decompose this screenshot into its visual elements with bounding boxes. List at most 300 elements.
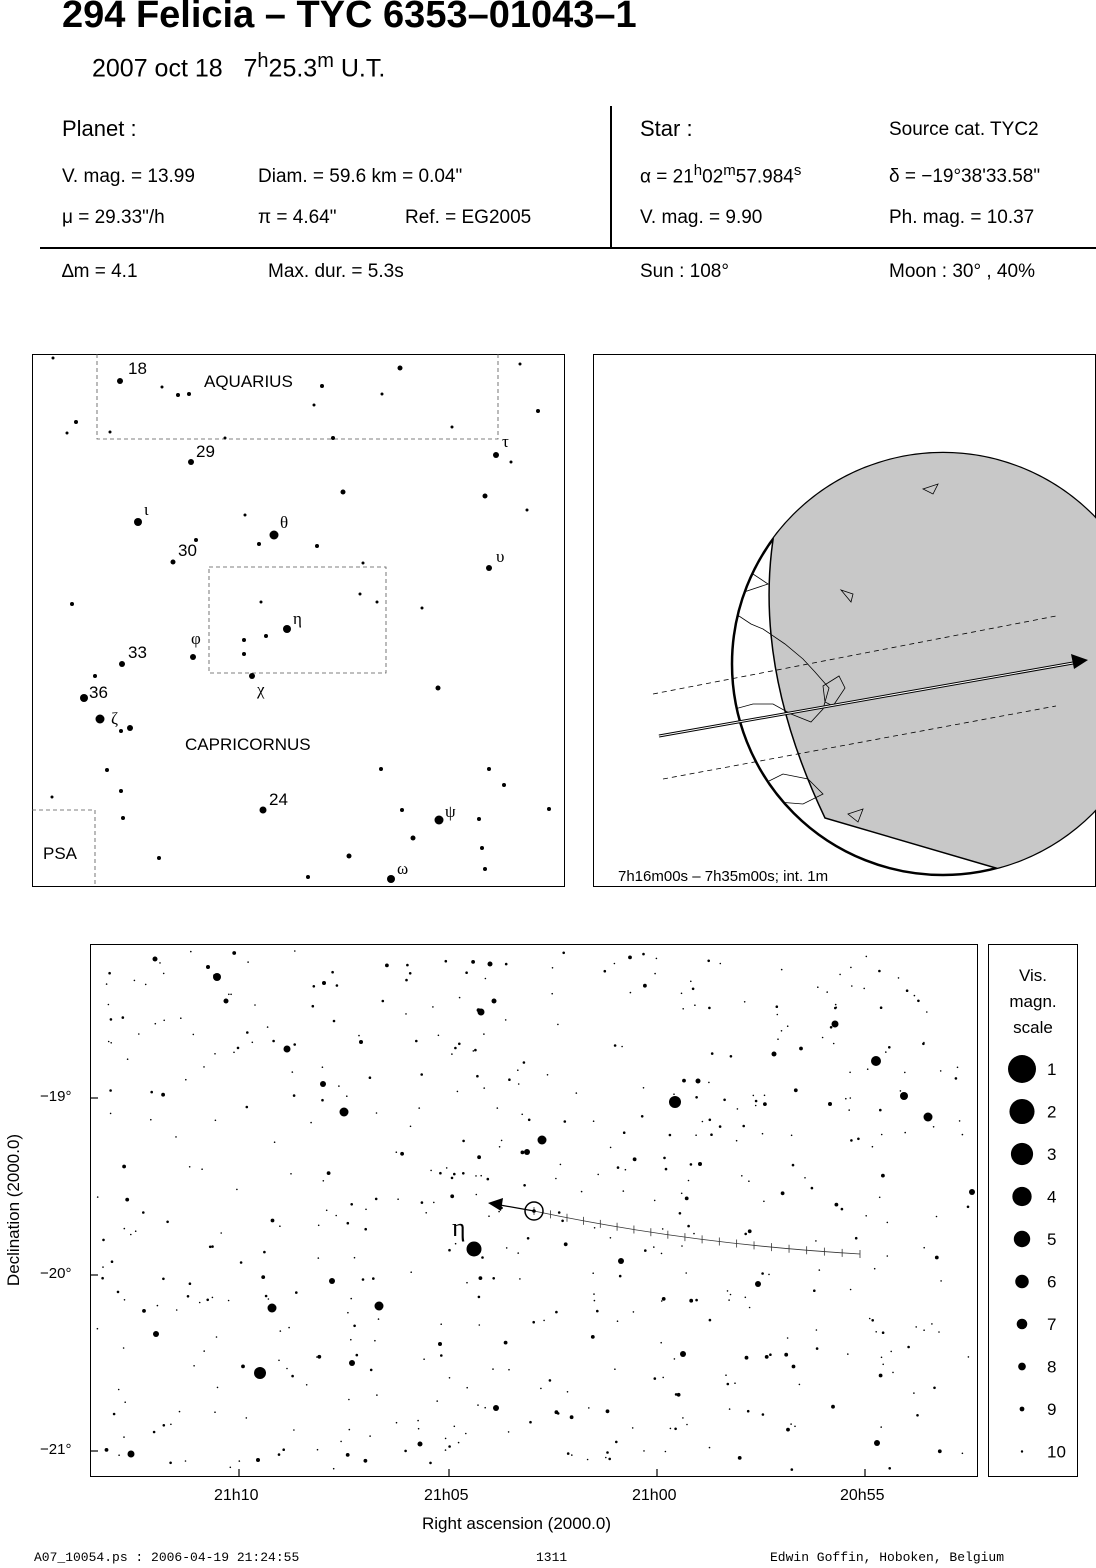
field-star: [851, 985, 853, 987]
star: [400, 808, 404, 812]
field-star: [162, 1424, 165, 1427]
field-star: [203, 1066, 205, 1068]
field-star: [162, 1277, 165, 1280]
field-star: [881, 1331, 884, 1334]
field-star: [967, 1356, 969, 1358]
field-star: [105, 983, 107, 985]
field-star: [156, 1304, 158, 1306]
field-star: [415, 1039, 418, 1042]
field-star: [282, 1448, 285, 1451]
field-star: [465, 1432, 467, 1434]
star: [283, 625, 291, 633]
field-star: [317, 1224, 319, 1226]
field-star: [294, 950, 296, 952]
field-star: [348, 1428, 350, 1430]
star: [190, 654, 196, 660]
field-star: [417, 1419, 419, 1421]
star: [923, 1112, 932, 1121]
field-star: [708, 1006, 711, 1009]
field-star: [678, 1212, 681, 1215]
label-chi: χ: [256, 679, 265, 699]
field-star: [913, 994, 915, 996]
event-minutes: 25.3: [268, 54, 318, 83]
field-star: [178, 1410, 180, 1412]
field-star: [643, 983, 647, 987]
ra-h-unit: h: [693, 162, 703, 179]
field-star: [791, 1364, 795, 1368]
label-upsilon: υ: [495, 546, 504, 566]
field-star: [397, 1198, 399, 1200]
star: [417, 1441, 422, 1446]
field-star: [886, 1221, 888, 1223]
field-star: [292, 1094, 295, 1097]
event-datetime: [92, 50, 385, 83]
field-star: [923, 1041, 925, 1043]
field-star: [744, 1232, 747, 1235]
label-tau: τ: [501, 431, 509, 451]
field-star: [454, 1242, 456, 1244]
label-psi: ψ: [444, 801, 456, 821]
field-star: [503, 1340, 507, 1344]
star: [361, 561, 364, 564]
field-star: [267, 1298, 269, 1300]
field-star: [198, 1301, 200, 1303]
star-vmag: V. mag. = 9.90: [640, 207, 763, 228]
planet-vmag: V. mag. = 13.99: [62, 166, 195, 187]
field-star: [880, 1426, 882, 1428]
star: [537, 1135, 546, 1144]
field-star: [958, 1120, 960, 1122]
field-star: [786, 1337, 788, 1339]
field-star: [690, 980, 692, 982]
detail-chart: [90, 944, 978, 1477]
field-star: [492, 1368, 494, 1370]
label-36: 36: [88, 682, 108, 702]
star: [320, 1081, 326, 1087]
field-star: [335, 1214, 337, 1216]
scale-label: 6: [1047, 1272, 1057, 1291]
star: [387, 875, 395, 883]
field-star: [660, 1252, 662, 1254]
field-star: [695, 1298, 698, 1301]
field-star: [478, 1324, 480, 1326]
star: [536, 409, 540, 413]
field-star: [433, 1201, 435, 1203]
field-star: [142, 1211, 145, 1214]
field-star: [628, 955, 632, 959]
field-star: [660, 1300, 662, 1302]
field-star: [251, 1041, 253, 1043]
field-star: [368, 1076, 371, 1079]
field-star: [375, 1112, 377, 1114]
field-star: [695, 1134, 697, 1136]
field-star: [326, 1171, 330, 1175]
field-star: [769, 1353, 772, 1356]
field-star: [184, 1460, 186, 1462]
star: [108, 430, 111, 433]
field-star: [286, 1367, 288, 1369]
field-star: [288, 1326, 290, 1328]
field-star: [642, 952, 645, 955]
field-star: [188, 1282, 191, 1285]
field-star: [270, 1218, 274, 1222]
field-star: [879, 1108, 882, 1111]
field-star: [124, 1401, 126, 1403]
star: [329, 1278, 335, 1284]
field-star: [508, 1078, 511, 1081]
star: [188, 459, 194, 465]
field-star: [476, 1008, 480, 1012]
delta-mag: ∆m = 4.1: [62, 261, 138, 282]
star-source: Source cat. TYC2: [889, 119, 1039, 140]
field-star: [498, 1146, 500, 1148]
field-star: [640, 1115, 643, 1118]
field-star: [701, 1120, 703, 1122]
field-star: [238, 1460, 240, 1462]
field-star: [340, 1440, 342, 1442]
star: [187, 392, 191, 396]
field-star: [817, 986, 819, 988]
field-star: [763, 1200, 765, 1202]
field-star: [96, 1327, 98, 1329]
field-star: [332, 1467, 334, 1469]
field-star: [708, 1081, 710, 1083]
field-star: [211, 1245, 214, 1248]
x-tick-21h00: 21h00: [632, 1487, 677, 1504]
field-star: [956, 1066, 958, 1068]
field-star: [621, 1045, 623, 1047]
planet-heading: Planet :: [62, 116, 137, 141]
field-star: [603, 969, 606, 972]
field-star: [338, 1085, 340, 1087]
field-star: [408, 972, 411, 975]
field-star: [264, 1294, 267, 1297]
finder-chart: [32, 354, 565, 887]
field-star: [622, 1131, 625, 1134]
field-star: [430, 1169, 432, 1171]
field-star: [159, 962, 161, 964]
star: [315, 544, 319, 548]
field-star: [761, 1272, 764, 1275]
field-star: [335, 984, 338, 987]
star: [871, 1056, 881, 1066]
globe-svg: [593, 354, 1096, 887]
field-star: [849, 1097, 851, 1099]
field-star: [110, 1042, 112, 1044]
field-star: [551, 992, 553, 994]
label-33: 33: [127, 642, 147, 662]
field-star: [849, 1288, 851, 1290]
star: [487, 961, 492, 966]
field-star: [232, 951, 236, 955]
star: [153, 1331, 159, 1337]
detail-chart-svg: [90, 944, 978, 1477]
field-star: [185, 1078, 187, 1080]
field-star: [868, 1317, 870, 1319]
field-star: [188, 1166, 190, 1168]
field-star: [926, 1011, 928, 1013]
field-star: [444, 1437, 446, 1439]
star: [502, 783, 506, 787]
field-star: [743, 1001, 745, 1003]
field-star: [786, 1025, 788, 1027]
star: [105, 768, 109, 772]
field-star: [879, 1006, 882, 1009]
field-star: [517, 1252, 519, 1254]
field-star: [708, 1318, 711, 1321]
field-star: [559, 1163, 561, 1165]
field-star: [484, 977, 486, 979]
finder-chart-svg: [32, 354, 565, 887]
field-star: [624, 1168, 626, 1170]
field-star: [201, 1168, 203, 1170]
footer-author: Edwin Goffin, Hoboken, Belgium: [770, 1550, 1005, 1565]
planet-ref: Ref. = EG2005: [405, 207, 532, 228]
x-axis-label: Right ascension (2000.0): [422, 1514, 612, 1533]
field-star: [451, 1053, 453, 1055]
field-star: [214, 1119, 216, 1121]
field-star: [440, 1323, 442, 1325]
field-star: [543, 1319, 545, 1321]
field-star: [133, 979, 135, 981]
field-star: [186, 1295, 189, 1298]
field-star: [332, 1019, 335, 1022]
field-star: [674, 1393, 677, 1396]
field-star: [939, 1070, 941, 1072]
field-star: [374, 1339, 376, 1341]
field-star: [557, 1211, 560, 1214]
field-star: [593, 1299, 595, 1301]
field-star: [631, 1427, 633, 1429]
star: [160, 385, 163, 388]
field-star: [142, 1309, 146, 1313]
field-star: [680, 1192, 682, 1194]
star: [256, 1458, 260, 1462]
field-star: [420, 1201, 423, 1204]
field-star: [529, 1420, 532, 1423]
scale-dot: [1015, 1274, 1029, 1288]
field-star: [664, 1167, 667, 1170]
field-star: [708, 1446, 710, 1448]
ra-hours: α = 21: [640, 166, 694, 188]
field-star: [682, 1008, 684, 1010]
field-star: [834, 1202, 838, 1206]
field-star: [228, 993, 230, 995]
field-star: [609, 1146, 611, 1148]
field-star: [660, 1341, 662, 1343]
field-star: [616, 1320, 618, 1322]
field-star: [192, 1033, 194, 1035]
field-star: [764, 1355, 768, 1359]
star: [486, 565, 492, 571]
field-star: [213, 974, 216, 977]
field-star: [448, 1248, 451, 1251]
field-star: [418, 1107, 420, 1109]
field-star: [682, 1417, 684, 1419]
field-star: [126, 1058, 128, 1060]
field-star: [347, 1311, 349, 1313]
field-star: [385, 963, 389, 967]
field-star: [488, 1215, 490, 1217]
star: [51, 356, 54, 359]
scale-dot: [1014, 1230, 1030, 1246]
star-phmag: Ph. mag. = 10.37: [889, 207, 1035, 228]
field-star: [190, 950, 192, 952]
star: [267, 1303, 276, 1312]
field-star: [437, 1034, 439, 1036]
star: [466, 1241, 481, 1256]
field-star: [586, 1458, 588, 1460]
field-star: [644, 1249, 647, 1252]
ra-seconds: 57.984: [735, 166, 794, 188]
field-star: [878, 1373, 882, 1377]
field-star: [763, 1094, 765, 1096]
star: [176, 393, 180, 397]
field-star: [481, 1256, 484, 1259]
field-star: [726, 1382, 729, 1385]
field-star: [629, 991, 631, 993]
star-heading: Star :: [640, 116, 693, 141]
star: [157, 856, 161, 860]
field-star: [444, 1449, 446, 1451]
field-star: [687, 1224, 690, 1227]
field-star: [527, 1118, 530, 1121]
field-star: [454, 1046, 457, 1049]
field-star: [293, 1043, 296, 1046]
star: [339, 1107, 348, 1116]
field-star: [102, 1266, 104, 1268]
field-star: [563, 1120, 566, 1123]
field-star: [850, 1139, 853, 1142]
field-star: [130, 1233, 132, 1235]
field-star: [622, 1190, 624, 1192]
field-star: [871, 1145, 873, 1147]
field-star: [312, 985, 315, 988]
field-star: [588, 1407, 590, 1409]
field-star: [369, 1368, 372, 1371]
planet-motion: μ = 29.33"/h: [62, 207, 165, 228]
y-tick-20: −20°: [40, 1265, 72, 1282]
scale-label: 3: [1047, 1144, 1057, 1164]
field-star: [236, 1188, 238, 1190]
field-star: [279, 1330, 281, 1332]
field-star: [363, 1458, 367, 1462]
field-star: [154, 1022, 156, 1024]
label-24: 24: [268, 789, 288, 809]
field-star: [605, 1456, 607, 1458]
field-star: [899, 1090, 901, 1092]
field-star: [693, 1232, 695, 1234]
field-star: [737, 1456, 741, 1460]
field-star: [865, 1215, 867, 1217]
scale-dot: [1021, 1450, 1023, 1452]
field-star: [661, 1228, 663, 1230]
scale-label: 9: [1047, 1399, 1057, 1419]
field-star: [293, 1429, 295, 1431]
star: [50, 795, 53, 798]
field-star: [138, 1033, 140, 1035]
field-star: [439, 1171, 442, 1174]
field-star: [904, 1071, 906, 1073]
field-star: [754, 1104, 756, 1106]
field-star: [444, 959, 447, 962]
ra-minutes: 02: [702, 166, 724, 188]
star: [397, 365, 402, 370]
field-star: [747, 1229, 751, 1233]
page-title: 294 Felicia – TYC 6353–01043–1: [62, 0, 637, 36]
star: [695, 1078, 700, 1083]
star: [320, 384, 324, 388]
field-star: [642, 1087, 644, 1089]
field-star: [777, 1038, 779, 1040]
field-star: [845, 1097, 847, 1099]
field-star: [734, 1382, 736, 1384]
hour-unit: h: [257, 50, 269, 72]
field-star: [436, 1400, 438, 1402]
field-star: [353, 1324, 356, 1327]
field-star: [350, 1297, 352, 1299]
label-theta: θ: [279, 512, 288, 532]
field-star: [448, 1445, 451, 1448]
field-star: [886, 1255, 888, 1257]
field-star: [500, 1139, 502, 1141]
field-star: [614, 1368, 616, 1370]
field-star: [523, 1184, 526, 1187]
field-star: [123, 1299, 125, 1301]
field-star: [729, 1055, 732, 1058]
field-star: [215, 1336, 217, 1338]
star: [223, 998, 228, 1003]
field-star: [810, 1186, 813, 1189]
field-star: [608, 1457, 611, 1460]
field-star: [681, 1245, 683, 1247]
event-hour: 7: [243, 54, 258, 83]
field-star: [673, 1358, 675, 1360]
field-star: [661, 1297, 665, 1301]
field-star: [878, 1196, 880, 1198]
star: [493, 1405, 499, 1411]
field-star: [618, 1274, 621, 1277]
field-star: [555, 1177, 557, 1179]
field-star: [794, 1425, 796, 1427]
field-star: [663, 1156, 666, 1159]
field-star: [684, 1196, 688, 1200]
star: [358, 592, 361, 595]
field-star: [725, 1374, 727, 1376]
field-star: [668, 1133, 671, 1136]
star: [306, 875, 310, 879]
field-star: [742, 1124, 745, 1127]
label-18: 18: [127, 358, 147, 378]
field-star: [211, 1296, 213, 1298]
field-star: [593, 1227, 595, 1229]
field-star: [483, 1033, 485, 1035]
star: [223, 436, 226, 439]
field-star: [134, 1230, 136, 1232]
field-star: [615, 1440, 618, 1443]
field-star: [361, 1278, 364, 1281]
star: [669, 1096, 681, 1108]
field-star: [477, 1295, 480, 1298]
field-star: [476, 1074, 479, 1077]
field-star: [112, 1412, 115, 1415]
field-star: [520, 1150, 524, 1154]
star: [493, 452, 499, 458]
star: [483, 867, 487, 871]
scale-dot: [1017, 1318, 1028, 1329]
field-star: [729, 1293, 731, 1295]
field-star: [710, 1052, 713, 1055]
